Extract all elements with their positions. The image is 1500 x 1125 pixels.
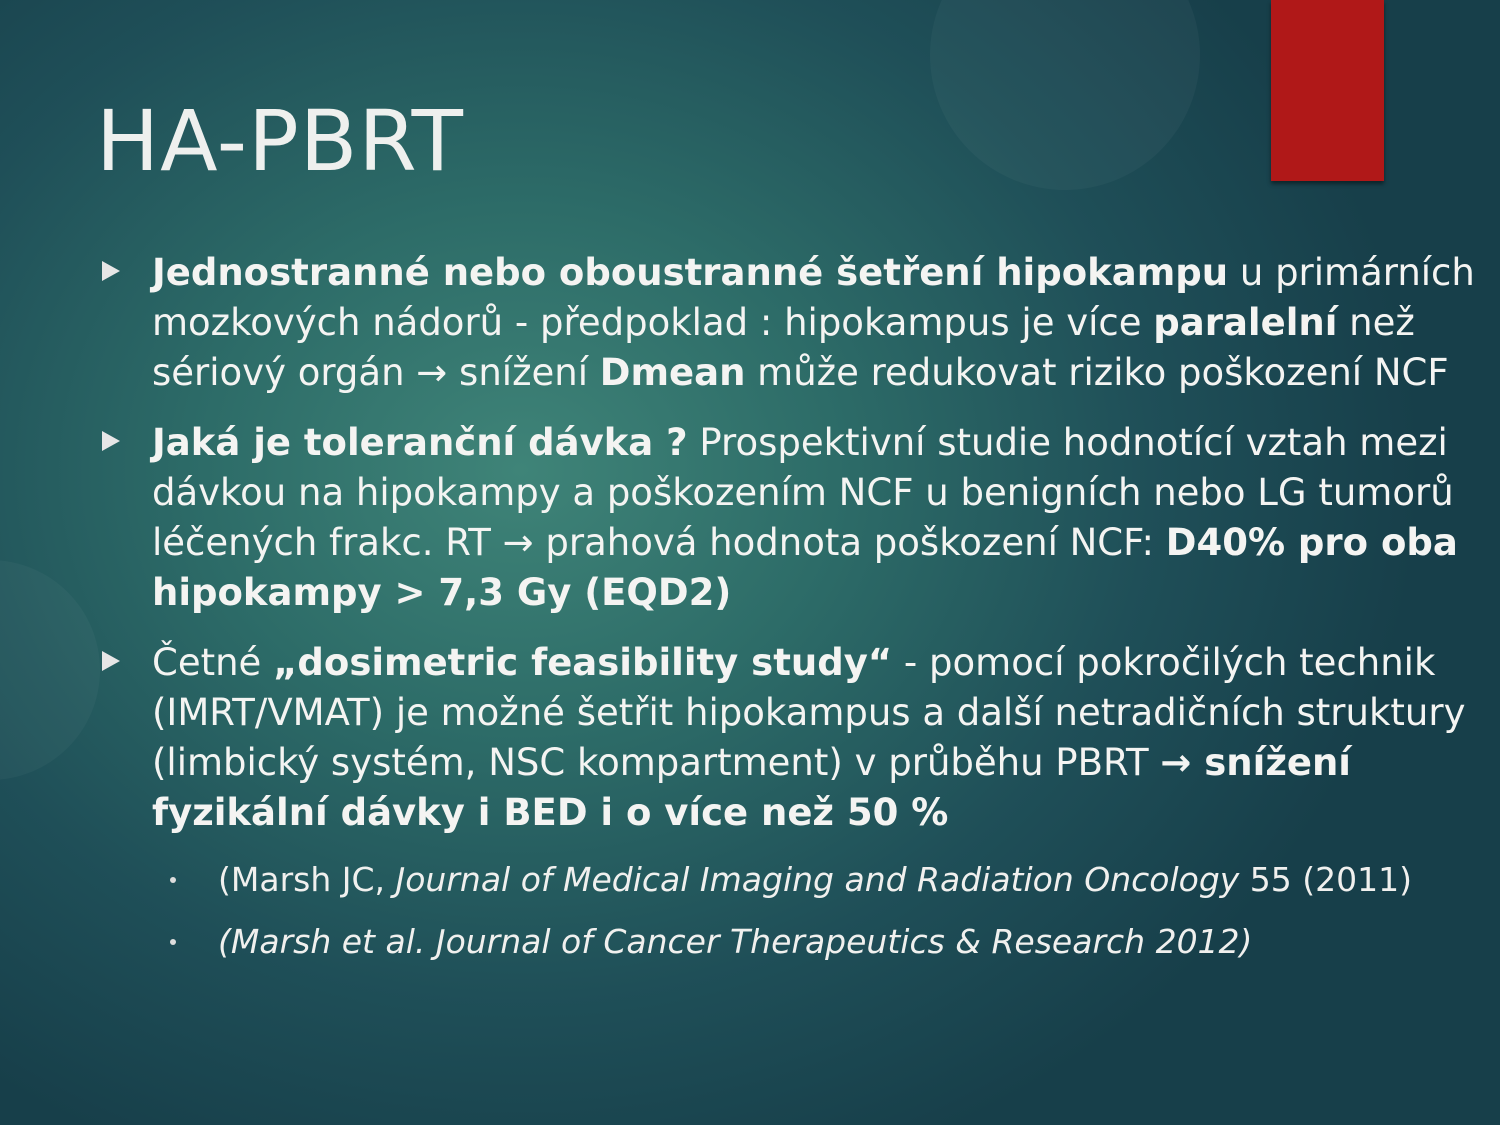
- bullet-arrow-icon: [102, 651, 120, 671]
- reference-item: [100, 858, 1485, 902]
- bullet-text: Četné: [152, 641, 274, 684]
- bullet-dot-icon: [170, 877, 176, 883]
- reference-journal: Journal of Medical Imaging and Radiation Oncology: [395, 860, 1240, 899]
- accent-bar: [1271, 0, 1384, 181]
- slide-content: [100, 248, 1485, 982]
- bullet-bold-text: → snížení fyzikální dávky i BED i o více než 50 %: [152, 741, 1351, 834]
- bullet-dot-icon: [170, 939, 176, 945]
- bullet-arrow-icon: [102, 261, 120, 281]
- background-circle: [0, 560, 100, 780]
- reference-text: 55 (2011): [1239, 860, 1413, 899]
- bullet-bold-text: „dosimetric feasibility study“: [273, 641, 893, 684]
- reference-journal: (Marsh et al. Journal of Cancer Therapeutics & Research 2012): [218, 922, 1253, 961]
- bullet-bold-text: D40% pro oba hipokampy > 7,3 Gy (EQD2): [152, 521, 1458, 614]
- bullet-bold-text: paralelní: [1153, 301, 1338, 344]
- bullet-text: u primárních mozkových nádorů - předpoklad : hipokampus je více: [152, 251, 1475, 344]
- bullet-text: může redukovat riziko poškození NCF: [745, 351, 1449, 394]
- bullet-bold-text: Jednostranné nebo oboustranné šetření hipokampu: [152, 251, 1229, 294]
- bullet-bold-text: Jaká je toleranční dávka ?: [152, 421, 688, 464]
- bullet-text: Prospektivní studie hodnotící vztah mezi dávkou na hipokampy a poškozením NCF u benigních nebo LG tumorů léčených frakc. RT → prahová hodnota poškození NCF:: [152, 421, 1454, 564]
- bullet-text: - pomocí pokročilých technik (IMRT/VMAT) je možné šetřit hipokampus a další netradičních struktury (limbický systém, NSC kompartment) v průběhu PBRT: [152, 641, 1466, 784]
- bullet-hippocampus-sparing: [100, 248, 1485, 398]
- reference-item: [100, 920, 1485, 964]
- bullet-text: než sériový orgán → snížení: [152, 301, 1415, 394]
- bullet-tolerance-dose: [100, 418, 1485, 618]
- bullet-bold-text: Dmean: [599, 351, 746, 394]
- reference-text: (Marsh JC,: [218, 860, 396, 899]
- slide-title: HA-PBRT: [96, 92, 464, 190]
- bullet-feasibility-studies: [100, 638, 1485, 838]
- bullet-arrow-icon: [102, 431, 120, 451]
- background-circle: [930, 0, 1200, 190]
